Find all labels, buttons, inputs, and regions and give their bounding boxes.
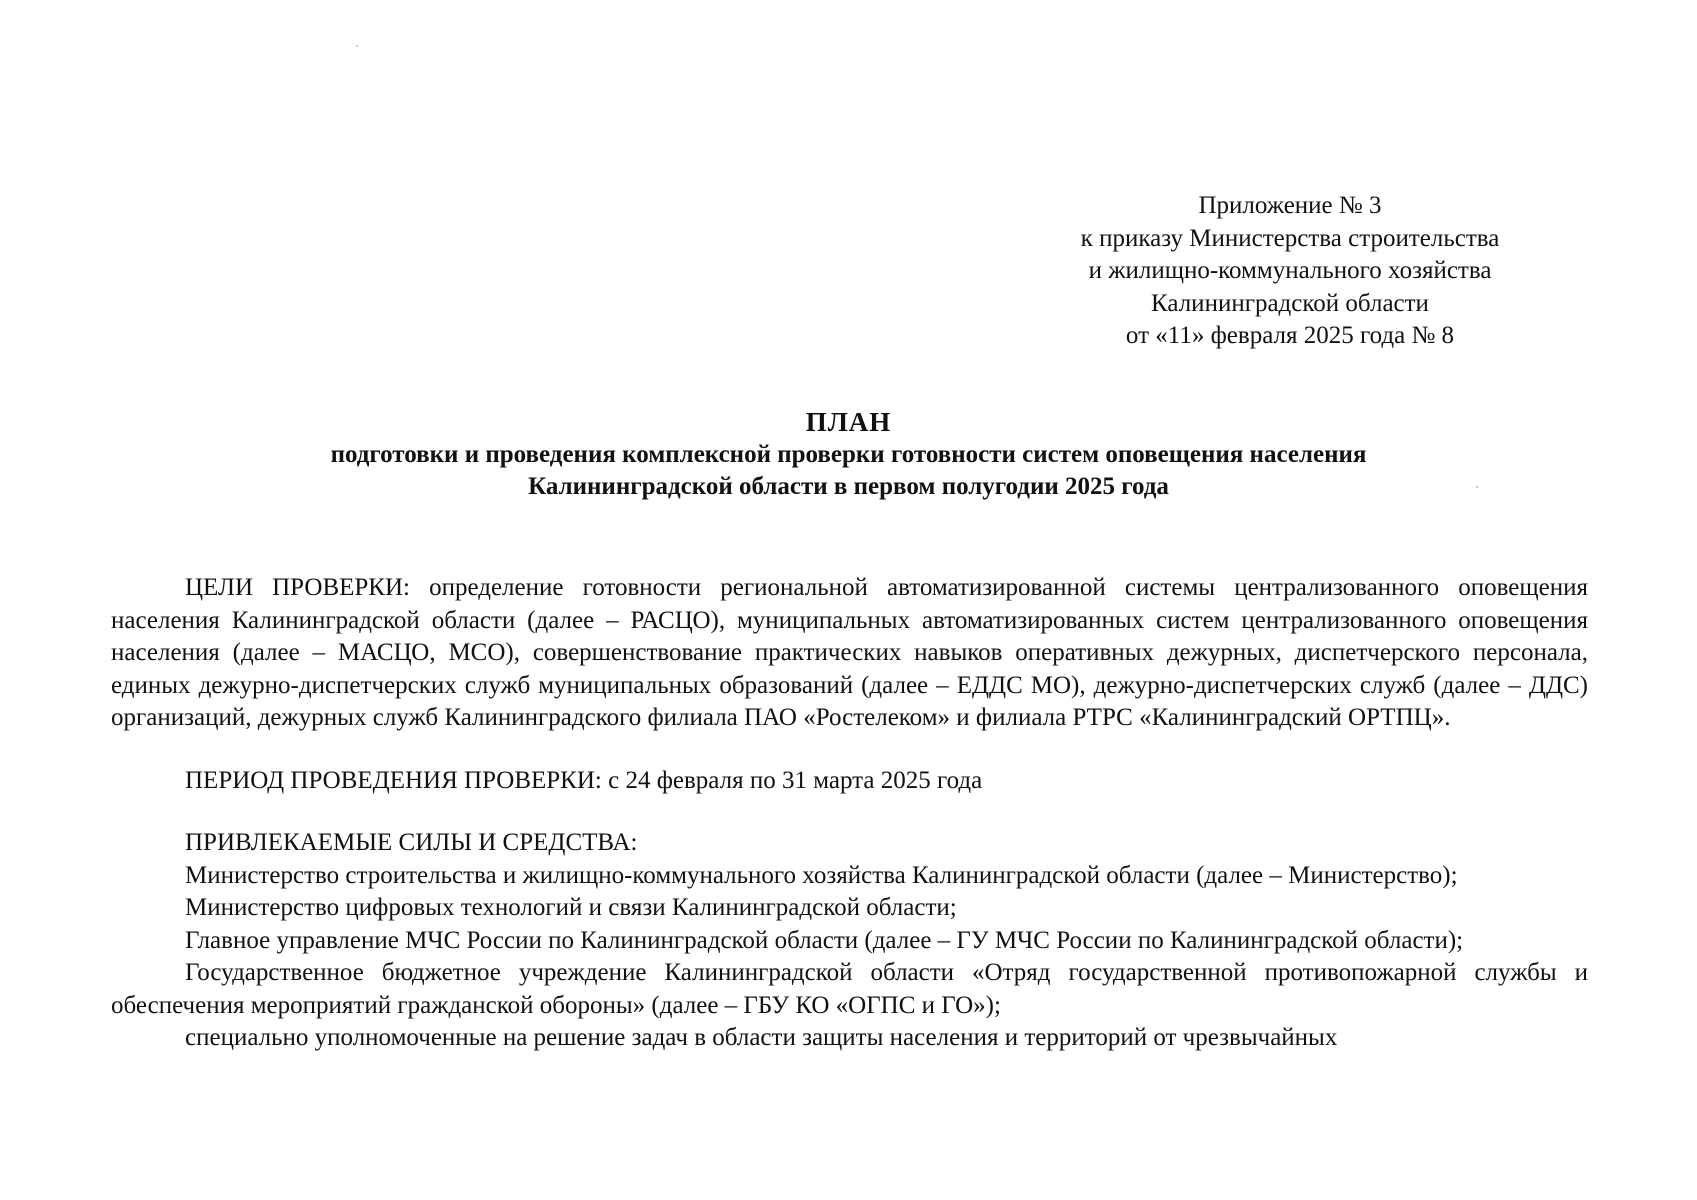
forces-item: Государственное бюджетное учреждение Калининградской области «Отряд государственной противопожарной службы и обеспечения мероприятий гражданской обороны» (далее – ГБУ КО «ОГПС и ГО»); (111, 959, 1588, 1019)
appendix-line-ministry: и жилищно-коммунального хозяйства (1088, 257, 1492, 284)
appendix-line-number: Приложение № 3 (1198, 192, 1382, 219)
forces-heading: ПРИВЛЕКАЕМЫЕ СИЛЫ И СРЕДСТВА: (185, 829, 638, 856)
appendix-line-date: от «11» февраля 2025 года № 8 (1125, 322, 1455, 349)
appendix-line-region: Калининградской области (1151, 289, 1429, 317)
forces-item: Главное управление МЧС России по Калининградской области (далее – ГУ МЧС России по Калининградской области); (185, 926, 1464, 954)
forces-item: Министерство строительства и жилищно-коммунального хозяйства Калининградской области (далее – Министерство); (185, 861, 1458, 889)
plan-subtitle-line-2: Калининградской области в первом полугодии 2025 года (528, 473, 1169, 500)
document-body (111, 572, 1588, 1055)
appendix-line-order: к приказу Министерства строительства (1080, 224, 1500, 252)
goals-paragraph: ЦЕЛИ ПРОВЕРКИ: определение готовности региональной автоматизированной системы централизованного оповещения населения Калининградской области (далее – РАСЦО), муниципальных автоматизированных систем централизованного оповещения населения (далее – МАСЦО, МСО), совершенствование практических навыков оперативных дежурных, диспетчерского персонала, единых дежурно-диспетчерских служб муниципальных образований (далее – ЕДДС МО), дежурно-диспетчерских служб (далее – ДДС) организаций, дежурных служб Калининградского филиала ПАО «Ростелеком» и филиала РТРС «Калининградский ОРТПЦ». (111, 574, 1588, 731)
paragraph-gap (111, 735, 1588, 765)
period-paragraph: ПЕРИОД ПРОВЕДЕНИЯ ПРОВЕРКИ: с 24 февраля по 31 марта 2025 года (185, 766, 983, 794)
appendix-block (1010, 190, 1570, 353)
plan-subtitle-line-1: подготовки и проведения комплексной проверки готовности систем оповещения населения (330, 441, 1367, 468)
scan-speck (356, 45, 358, 47)
forces-item: Министерство цифровых технологий и связи Калининградской области; (185, 894, 957, 921)
plan-heading (100, 405, 1597, 503)
plan-title: ПЛАН (805, 407, 892, 437)
paragraph-gap (111, 797, 1588, 827)
forces-item: специально уполномоченные на решение задач в области защиты населения и территорий от чрезвычайных (185, 1024, 1338, 1051)
